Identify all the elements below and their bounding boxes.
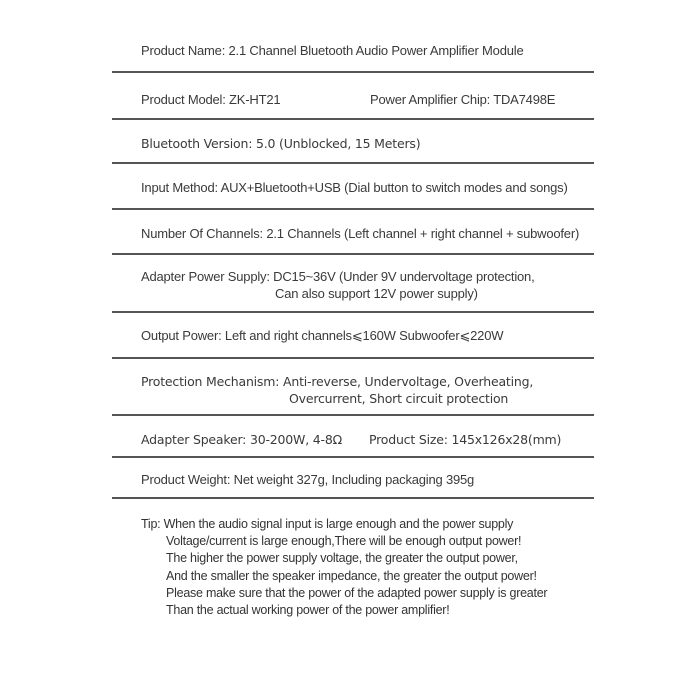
adapter-power-supply (141, 268, 535, 302)
tip-line: Than the actual working power of the power amplifier! (166, 603, 450, 618)
tip-line: Voltage/current is large enough,There will be enough output power! (166, 534, 522, 549)
tip-line: And the smaller the speaker impedance, the greater the output power! (166, 568, 537, 583)
divider (112, 253, 594, 255)
protection-mechanism (141, 373, 533, 407)
number-of-channels: Number Of Channels: 2.1 Channels (Left channel + right channel + subwoofer) (141, 226, 580, 241)
tip-line: The higher the power supply voltage, the greater the output power, (166, 551, 518, 566)
tip-line: Tip: When the audio signal input is large enough and the power supply (141, 517, 514, 531)
product-model: Product Model: ZK-HT21 (141, 92, 281, 107)
adapter-speaker: Adapter Speaker: 30-200W, 4-8Ω (141, 432, 342, 447)
tip-line: Please make sure that the power of the adapted power supply is greater (166, 585, 548, 600)
divider (112, 414, 594, 416)
adapter-power-supply-line-1: Adapter Power Supply: DC15~36V (Under 9V undervoltage protection, (141, 269, 535, 284)
divider (112, 71, 594, 73)
product-size: Product Size: 145x126x28(mm) (369, 432, 562, 447)
protection-mechanism-line-1: Protection Mechanism: Anti-reverse, Undervoltage, Overheating, (141, 374, 534, 389)
amplifier-chip: Power Amplifier Chip: TDA7498E (370, 92, 556, 107)
divider (112, 497, 594, 499)
divider (112, 118, 594, 120)
divider (112, 357, 594, 359)
divider (112, 311, 594, 313)
product-name: Product Name: 2.1 Channel Bluetooth Audio Power Amplifier Module (141, 43, 524, 58)
tip-note (141, 516, 547, 619)
input-method: Input Method: AUX+Bluetooth+USB (Dial button to switch modes and songs) (141, 180, 568, 195)
divider (112, 162, 594, 164)
protection-mechanism-line-2: Overcurrent, Short circuit protection (289, 391, 509, 406)
product-weight: Product Weight: Net weight 327g, Including packaging 395g (141, 472, 475, 487)
divider (112, 208, 594, 210)
output-power: Output Power: Left and right channels⩽160W Subwoofer⩽220W (141, 328, 504, 343)
divider (112, 456, 594, 458)
adapter-power-supply-line-2: Can also support 12V power supply) (275, 286, 478, 301)
bluetooth-version: Bluetooth Version: 5.0 (Unblocked, 15 Meters) (141, 136, 421, 151)
